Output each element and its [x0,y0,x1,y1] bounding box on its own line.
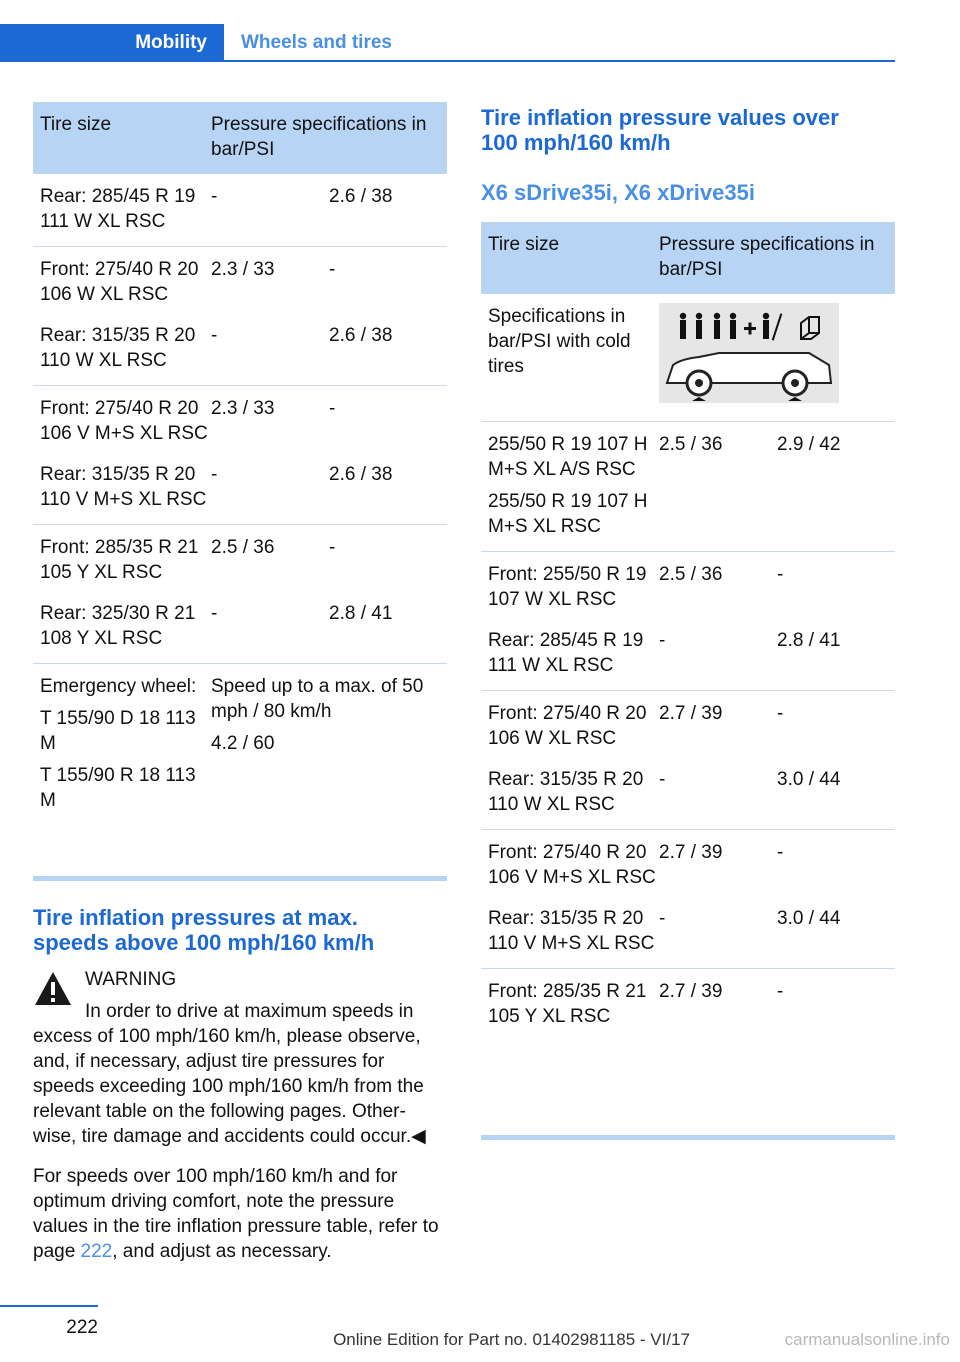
pressure-cell: - [329,386,447,453]
col-pressure-header: Pressure specifications in bar/PSI [211,102,447,174]
pressure-cell: - [777,969,895,1042]
emergency-speed-limit: Speed up to a max. of 50 mph / 80 km/h [211,676,424,722]
col-tire-size-header: Tire size [33,102,211,174]
tire-size-cell: Rear: 315/35 R 20 110 V M+S XL RSC [488,908,655,954]
pressure-cell: 2.6 / 38 [329,325,393,346]
right-pressure-table [481,222,895,1041]
tire-size-cell: Front: 275/40 R 20 106 V M+S XL RSC [481,830,659,897]
pressure-cell: 2.7 / 39 [659,691,777,758]
table-row [33,313,447,386]
speed-note-text-end: , and adjust as necessary. [112,1241,332,1262]
tire-size-cell: Rear: 315/35 R 20 110 W XL RSC [488,769,644,815]
pressure-cell: - [329,525,447,592]
tire-size-text-alt: 255/50 R 19 107 H M+S XL RSC [488,491,648,537]
tire-size-cell: Rear: 285/45 R 19 111 W XL RSC [40,186,196,232]
emergency-wheel-label: Emergency wheel: [40,676,197,697]
table-row [481,618,895,691]
pressure-cell: 2.6 / 38 [329,186,393,207]
table-header-row [481,222,895,294]
table-row [33,525,447,592]
tire-size-cell: Rear: 315/35 R 20 110 W XL RSC [40,325,196,371]
table-row [481,896,895,969]
section-title-max-speeds: Tire inflation pressures at max. speeds above 100 mph/160 km/h [33,905,375,955]
table-row [481,830,895,897]
speed-note-text: For speeds over 100 mph/160 km/h and for optimum driving comfort, note the pressure values in the tire inflation pressure table, refer to page [33,1166,439,1262]
pressure-cell: 2.7 / 39 [659,969,777,1042]
header-tab-wheels-and-tires[interactable]: Wheels and tires [241,32,392,53]
col-pressure-header: Pressure specifications in bar/PSI [659,222,895,294]
pressure-cell: 2.5 / 36 [659,552,777,619]
table-row [33,247,447,314]
emergency-pressure-cell [211,664,447,826]
tire-size-cell: Rear: 285/45 R 19 111 W XL RSC [488,630,644,676]
pressure-cell: - [211,464,218,485]
table-row [481,552,895,619]
left-table-end-rule [33,876,447,881]
pressure-cell: 3.0 / 44 [777,908,841,929]
table-row-emergency-wheel [33,664,447,826]
right-table-end-rule [481,1135,895,1140]
tire-size-cell: Front: 275/40 R 20 106 W XL RSC [481,691,659,758]
watermark: carmanualsonline.info [784,1330,950,1349]
section-title-over-100mph: Tire inflation pressure values over 100 mph/160 km/h [481,105,839,155]
pressure-cell: - [329,247,447,314]
tire-size-cell: Front: 275/40 R 20 106 V M+S XL RSC [33,386,211,453]
emergency-wheel-cell [33,664,211,826]
table-row [33,591,447,664]
tire-size-cell: Front: 285/35 R 21 105 Y XL RSC [33,525,211,592]
tire-size-text: 255/50 R 19 107 H M+S XL A/S RSC [488,434,648,480]
footer-rule [0,1305,98,1307]
tire-size-cell: Front: 285/35 R 21 105 Y XL RSC [481,969,659,1042]
warning-text [33,999,447,1149]
pressure-cell: 2.7 / 39 [659,830,777,897]
pressure-cell: 2.3 / 33 [211,247,329,314]
page-reference-link[interactable]: 222 [80,1241,113,1262]
tire-size-cell: Front: 255/50 R 19 107 W XL RSC [481,552,659,619]
pressure-cell: 3.0 / 44 [777,769,841,790]
left-pressure-table [33,102,447,825]
col-tire-size-header: Tire size [481,222,659,294]
table-header-row [33,102,447,174]
pressure-cell: 2.6 / 38 [329,464,393,485]
table-row [481,757,895,830]
table-row [481,969,895,1042]
pressure-cell: 2.5 / 36 [211,525,329,592]
table-row-cold-specs [481,294,895,422]
tire-size-cell: Rear: 315/35 R 20 110 V M+S XL RSC [40,464,207,510]
pressure-cell: 2.9 / 42 [777,422,895,552]
warning-text-content: In order to drive at maximum speeds in excess of 100 mph/160 km/h, please observe, and, if necessary, adjust tire pressures for speeds exceeding 100 mph/160 km/h from the relevant table on the following pages. Other‐wise, tire damage and accidents could occur.◀ [33,1001,426,1147]
load-condition-pictogram [659,303,839,403]
load-condition-cell [659,294,895,422]
edition-info: Online Edition for Part no. 01402981185 - VI/17 [333,1330,690,1349]
model-subtitle: X6 sDrive35i, X6 xDrive35i [481,180,755,205]
pressure-cell: 2.3 / 33 [211,386,329,453]
tire-size-cell [481,422,659,552]
pressure-cell: 2.5 / 36 [659,422,777,552]
tire-size-cell: Front: 275/40 R 20 106 W XL RSC [33,247,211,314]
pressure-cell: - [211,325,218,346]
pressure-cell: - [777,830,895,897]
pressure-cell: - [777,552,895,619]
pressure-cell: - [659,630,666,651]
table-row [33,452,447,525]
tire-size-cell: Rear: 325/30 R 21 108 Y XL RSC [40,603,196,649]
warning-label: WARNING [85,969,177,990]
table-row [33,386,447,453]
pressure-cell: - [659,908,666,929]
pressure-cell: - [777,691,895,758]
cold-tires-label: Specifications in bar/PSI with cold tires [488,306,631,377]
pressure-cell: - [211,603,218,624]
page-number: 222 [66,1317,98,1338]
table-row [481,691,895,758]
table-row [33,174,447,247]
pressure-cell: - [659,769,666,790]
speed-note-paragraph [33,1164,443,1264]
pressure-cell: 2.8 / 41 [777,630,841,651]
pressure-cell: - [211,186,218,207]
header-rule [224,60,895,62]
table-row [481,422,895,552]
header-tab-mobility[interactable]: Mobility [0,24,224,62]
pressure-cell: 2.8 / 41 [329,603,393,624]
emergency-tire-2: T 155/90 R 18 113 M [40,765,196,811]
emergency-tire-1: T 155/90 D 18 113 M [40,708,196,754]
emergency-pressure: 4.2 / 60 [211,733,275,754]
